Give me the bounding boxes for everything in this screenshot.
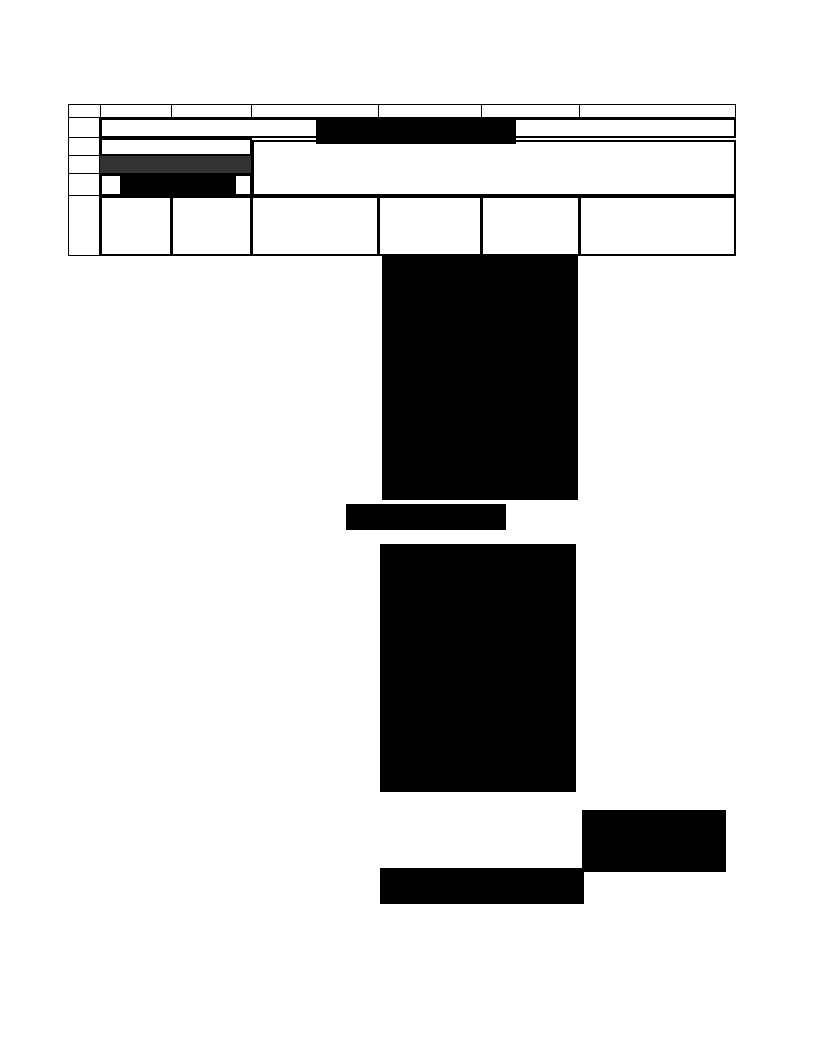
redacted-cell — [100, 156, 252, 174]
corner-cell — [68, 104, 101, 118]
header-date — [100, 196, 172, 256]
col-header-d — [378, 104, 482, 118]
col-header-b — [171, 104, 252, 118]
row-number — [68, 118, 100, 138]
col-header-c — [251, 104, 379, 118]
header-from — [378, 196, 482, 256]
redaction-block — [380, 868, 584, 904]
row-number — [68, 174, 100, 196]
row-number — [68, 196, 100, 256]
redaction-block — [582, 810, 726, 872]
redaction-block — [120, 176, 236, 198]
header-call-length — [579, 196, 736, 256]
column-header-row — [68, 196, 736, 256]
redaction-block — [346, 504, 506, 530]
col-header-f — [579, 104, 736, 118]
redaction-block — [380, 544, 576, 792]
merged-header-box — [252, 140, 736, 196]
header-to — [481, 196, 580, 256]
sheet-row — [68, 118, 736, 138]
header-time — [171, 196, 252, 256]
row-number — [68, 156, 100, 174]
header-event — [251, 196, 379, 256]
col-header-e — [481, 104, 580, 118]
row-number — [68, 138, 100, 156]
cell-epstein-in-town — [100, 138, 252, 156]
redaction-block — [382, 254, 578, 500]
col-header-a — [100, 104, 172, 118]
